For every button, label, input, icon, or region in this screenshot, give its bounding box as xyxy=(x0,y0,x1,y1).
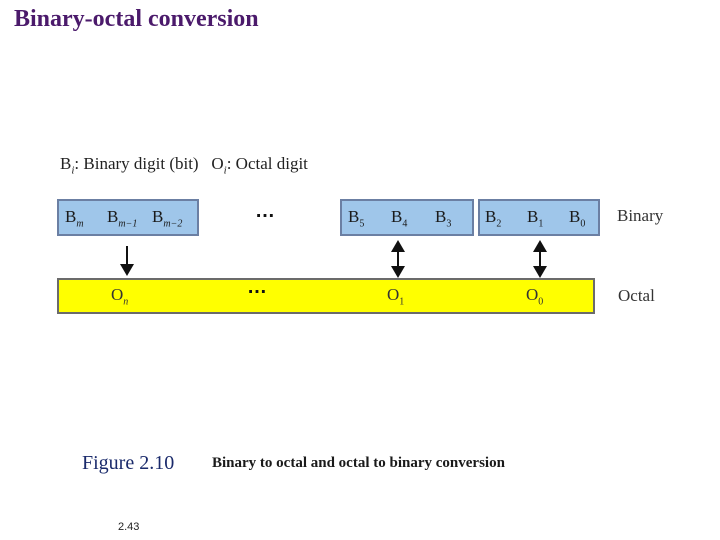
page-number: 2.43 xyxy=(118,521,140,533)
binary-label: Binary xyxy=(617,206,664,225)
legend-binary-text: : Binary digit (bit) xyxy=(74,154,199,173)
binary-digit-bm-2: $B_{m-2}$ xyxy=(152,207,183,230)
legend-octal-symbol: O xyxy=(211,154,224,173)
binary-digit-b5: $B_5$ xyxy=(348,207,365,230)
binary-digit-b2: $B_2$ xyxy=(485,207,502,230)
binary-digit-b1: $B_1$ xyxy=(527,207,544,230)
slide-title: Binary-octal conversion xyxy=(14,6,259,32)
octal-bar xyxy=(57,278,595,314)
binary-ellipsis: … xyxy=(255,200,276,222)
figure-label: Figure 2.10 xyxy=(82,452,175,474)
octal-digit-o1: $O_1$ xyxy=(387,285,405,308)
binary-digit-b0: $B_0$ xyxy=(569,207,586,230)
arrow-bm-to-on xyxy=(120,246,134,276)
binary-digit-bm-1: $B_{m-1}$ xyxy=(107,207,138,230)
arrow-b5b3-to-o1 xyxy=(391,240,405,278)
binary-digit-b4: $B_4$ xyxy=(391,207,408,230)
binary-digit-b3: $B_3$ xyxy=(435,207,452,230)
octal-label: Octal xyxy=(618,286,655,305)
binary-digit-bm: $B_m$ xyxy=(65,207,84,230)
legend-octal-subscript: i xyxy=(223,164,227,177)
legend-binary-symbol: B xyxy=(60,154,72,173)
octal-ellipsis: … xyxy=(247,276,268,298)
arrow-b2b0-to-o0 xyxy=(533,240,547,278)
legend-octal-text: : Octal digit xyxy=(226,154,308,173)
figure-caption: Binary to octal and octal to binary conversion xyxy=(212,455,505,471)
octal-digit-o0: $O_0$ xyxy=(526,285,544,308)
legend-binary-subscript: i xyxy=(71,164,75,177)
octal-digit-on: $O_n$ xyxy=(111,285,129,308)
